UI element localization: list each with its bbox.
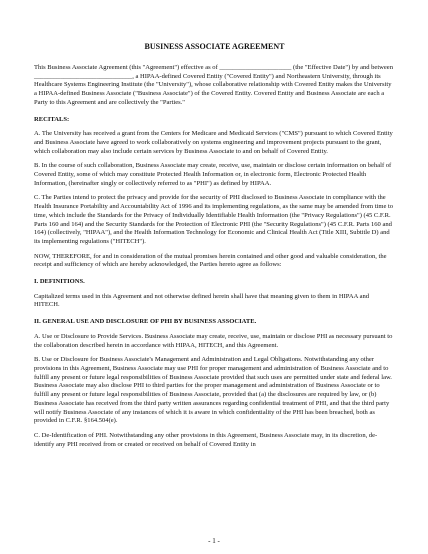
recital-b: B. In the course of such collaboration, Business Associate may create, receive, use, maintain or disclose certain information on behalf of Covered Entity, some of which may constitute Protected Health Information or, in electronic form, Electronic Protected Health Information, (hereinafter singly or collectively referred to as "PHI") as defined by HIPAA. bbox=[34, 162, 392, 187]
now-therefore-paragraph: NOW, THEREFORE, for and in consideration of the mutual promises herein contained and other good and valuable consideration, the receipt and sufficiency of which are hereby acknowledged, the Parties hereto agree as follows: bbox=[34, 252, 387, 269]
document-title: BUSINESS ASSOCIATE AGREEMENT bbox=[144, 42, 285, 51]
section-2-b: B. Use or Disclosure for Business Associate's Management and Administration and Legal Obligations. Notwithstanding any other provisions in this Agreement, Business Associate may use PHI for proper management and administration of Business Associate and to fulfill any present or future legal responsibilities of Business Associate provided that such uses are permitted under state and federal law. Business Associate may also disclose PHI to third parties for the proper management and administration of Business Associate or to fulfill any present or future legal responsibilities of Business Associate, provided that (a) the disclosures are required by law, or (b) Business Associate has received from the third party written assurances regarding confidential treatment of PHI, and that the third party will notify Business Associate of any instances of which it is aware in which confidentiality of the PHI has been breached, both as provided in C.F.R. §164.504(e). bbox=[34, 356, 392, 425]
recital-c: C. The Parties intend to protect the privacy and provide for the security of PHI disclosed to Business Associate in compliance with the Health Insurance Portability and Accountability Act of 1996 and its implementing regulations, as the same may be amended from time to time, which include the Standards for the Privacy of Individually Identifiable Health Information (the "Privacy Regulations") (45 C.F.R. Parts 160 and 164) and the Security Standards for the Protection of Electronic PHI (the "Security Regulations") (45 C.F.R. Parts 160 and 164) (collectively, "HIPAA"), and the Health Information Technology for Economic and Clinical Health Act (Title XIII, Subtitle D) and its implementing regulations ("HITECH"). bbox=[34, 194, 394, 245]
recital-a: A. The University has received a grant from the Centers for Medicare and Medicaid Services ("CMS") pursuant to which Covered Entity and Business Associate have agreed to work collaboratively on systems engineering and improvement projects pursuant to the grant, which collaboration may also include certain services by Business Associate to and on behalf of Covered Entity. bbox=[34, 130, 393, 155]
document-page bbox=[34, 42, 395, 455]
intro-paragraph: This Business Associate Agreement (this "Agreement") effective as of ______________________ (the "Effective Date") by and between ______________________________, a HIPAA-defined Covered Entity ("Covered Entity") and Northeastern University, through its Healthcare Systems Engineering Institute (the "University"), whose collaborative relationship with Covered Entity makes the University a HIPAA-defined Business Associate ("Business Associate") of the Covered Entity. Covered Entity and Business Associate are each a Party to this Agreement and are collectively the "Parties." bbox=[34, 64, 393, 106]
section-2-heading: II. GENERAL USE AND DISCLOSURE OF PHI BY BUSINESS ASSOCIATE. bbox=[34, 318, 257, 326]
page-number: - 1 - bbox=[208, 537, 220, 545]
section-1-text: Capitalized terms used in this Agreement and not otherwise defined herein shall have that meaning given to them in HIPAA and HITECH. bbox=[34, 292, 370, 309]
section-2-c: C. De-Identification of PHI. Notwithstanding any other provisions in this Agreement, Business Associate may, in its discretion, de-identify any PHI received from or created or received on behalf of Covered Entity in bbox=[34, 431, 378, 448]
section-1-heading: I. DEFINITIONS. bbox=[34, 278, 85, 286]
section-2-a: A. Use or Disclosure to Provide Services. Business Associate may create, receive, use, maintain or disclose PHI as necessary pursuant to the collaboration described herein in accordance with HIPAA, HITECH, and this Agreement. bbox=[34, 332, 393, 349]
recitals-heading: RECITALS: bbox=[34, 115, 70, 123]
